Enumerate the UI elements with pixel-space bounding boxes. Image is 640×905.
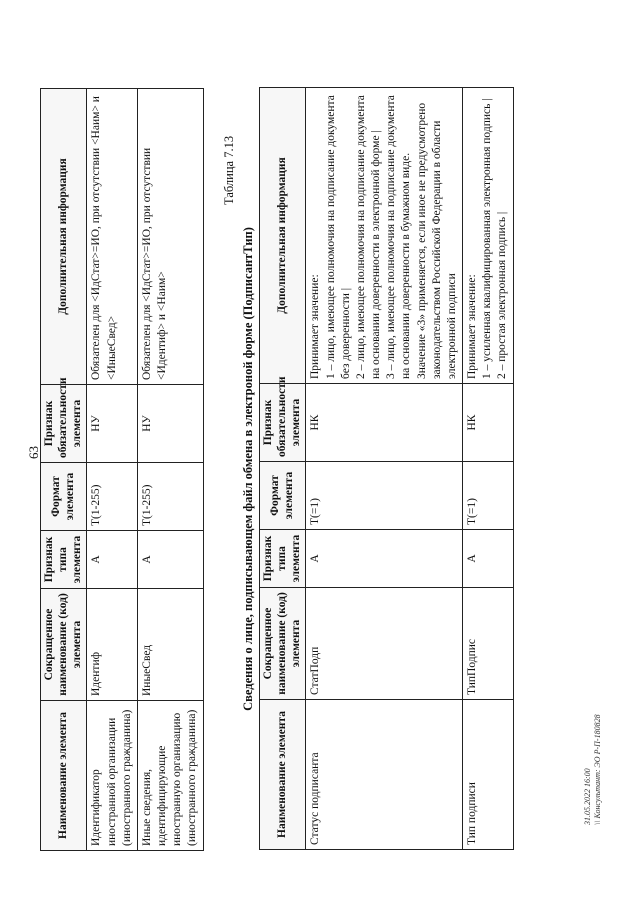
header-name: Наименование элемента — [41, 701, 87, 851]
print-footer — [583, 714, 602, 825]
cell-type: A — [306, 530, 463, 588]
header-required: Признак обязательности элемента — [41, 385, 87, 463]
table-row — [463, 88, 514, 850]
table-header-row — [41, 89, 87, 851]
cell-required: НК — [463, 384, 514, 462]
signer-table — [259, 87, 514, 850]
info-line: 2 – простая электронная подпись | — [496, 211, 509, 379]
info-line: 1 – лицо, имеющее полномочия на подписание документа без доверенности | — [324, 95, 352, 379]
cell-required: НК — [306, 384, 463, 462]
info-line: 3 – лицо, имеющее полномочия на подписание документа на основании доверенности в бумажном виде. — [385, 95, 413, 379]
header-type: Признак типа элемента — [41, 531, 87, 589]
table-caption: Сведения о лице, подписывающем файл обмена в электроной форме (ПодписантТип) — [241, 227, 255, 711]
footer-source: \\ Консультант: ЭО Р-П-180828 — [592, 714, 602, 825]
cell-format: T(1-255) — [137, 463, 203, 531]
info-line: 1 – усиленная квалифицированная электронная подпись | — [481, 98, 494, 379]
info-line: Принимает значение: — [309, 274, 322, 379]
info-line: 2 – лицо, имеющее полномочия на подписание документа на основании доверенности в электронной форме | — [354, 95, 383, 379]
cell-name: Идентификатор иностранной организации (иностранного гражданина) — [87, 701, 138, 851]
header-info: Дополнительная информация — [41, 89, 87, 385]
cell-name: Тип подписи — [463, 700, 514, 850]
cell-type: A — [463, 530, 514, 588]
cell-short-name: СтатПодп — [306, 588, 463, 700]
cell-format: T(=1) — [463, 462, 514, 530]
header-name: Наименование элемента — [260, 700, 306, 850]
cell-type: A — [87, 531, 138, 589]
table-header-row — [260, 88, 306, 850]
cell-required: НУ — [87, 385, 138, 463]
table-row — [306, 88, 463, 850]
cell-format: T(1-255) — [87, 463, 138, 531]
header-format: Формат элемента — [41, 463, 87, 531]
elements-table-continued — [40, 88, 204, 851]
cell-name: Статус подписанта — [306, 700, 463, 850]
cell-info: Обязателен для <ИдСтат>=ИО, при отсутствии <Идентиф> и <Наим> — [137, 89, 203, 385]
info-line: Значение «3» применяется, если иное не предусмотрено законодательством Российской Федерации в области электронной подписи — [415, 102, 458, 379]
cell-required: НУ — [137, 385, 203, 463]
info-line: Принимает значение: — [466, 274, 479, 379]
header-type: Признак типа элемента — [260, 530, 306, 588]
cell-info: Обязателен для <ИдСтат>=ИО, при отсутствии <Наим> и <ИныеСвед> — [87, 89, 138, 385]
cell-info — [306, 88, 463, 384]
header-required: Признак обязательности элемента — [260, 384, 306, 462]
cell-info — [463, 88, 514, 384]
cell-short-name: ТипПодпис — [463, 588, 514, 700]
page-number: 63 — [26, 446, 41, 459]
header-format: Формат элемента — [260, 462, 306, 530]
table-row — [137, 89, 203, 851]
cell-short-name: Идентиф — [87, 589, 138, 701]
cell-short-name: ИныеСвед — [137, 589, 203, 701]
footer-date: 31.05.2022 16:00 — [583, 768, 592, 825]
cell-type: A — [137, 531, 203, 589]
table-row — [87, 89, 138, 851]
cell-name: Иные сведения, идентифицирующие иностранную организацию (иностранного гражданина) — [137, 701, 203, 851]
header-short-name: Сокращенное наименование (код) элемента — [41, 589, 87, 701]
cell-format: T(=1) — [306, 462, 463, 530]
header-info: Дополнительная информация — [260, 88, 306, 384]
header-short-name: Сокращенное наименование (код) элемента — [260, 588, 306, 700]
table-number: Таблица 7.13 — [222, 135, 236, 205]
